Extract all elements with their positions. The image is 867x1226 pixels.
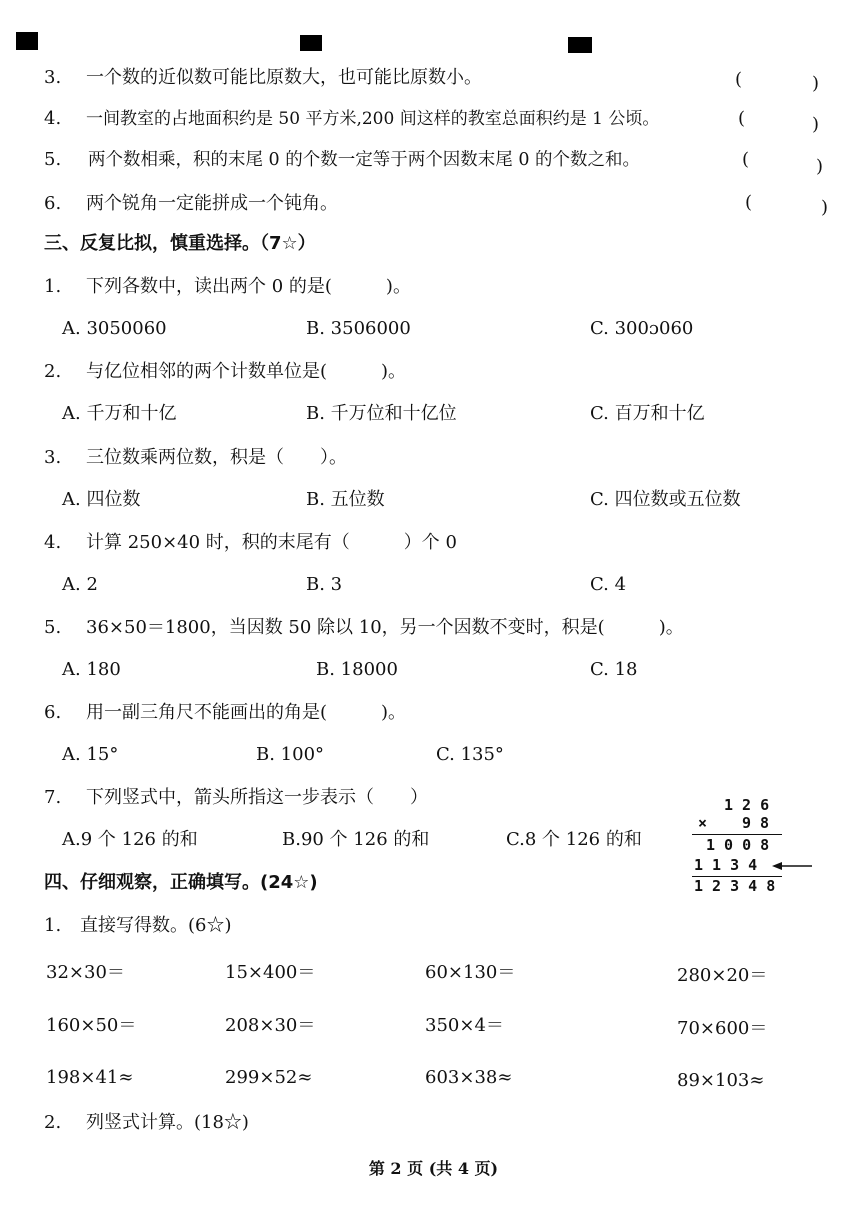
answer-paren-close: ) [816, 156, 824, 177]
question-number: 6. [44, 702, 62, 723]
question-text: 两个数相乘，积的末尾 0 的个数一定等于两个因数末尾 0 的个数之和。 [88, 150, 641, 170]
section-heading-fill: 四、仔细观察，正确填写。(24☆) [44, 872, 318, 893]
option-b: B. 千万位和十亿位 [306, 403, 457, 424]
question-number: 7. [44, 787, 62, 808]
question-number: 1. [44, 276, 62, 297]
section-heading-choice: 三、反复比拟，慎重选择。（7☆） [44, 233, 316, 254]
option-b: B. 3 [306, 574, 343, 595]
option-c: C. 18 [590, 659, 638, 680]
mental-math-item: 603×38≈ [425, 1067, 513, 1088]
option-a: A. 2 [62, 574, 98, 595]
question-number: 5. [44, 149, 62, 170]
option-c: C. 4 [590, 574, 627, 595]
question-number: 5. [44, 617, 62, 638]
answer-paren-close: ) [812, 73, 820, 94]
partial-product-2: 1 1 3 4 [694, 856, 758, 874]
question-number: 3. [44, 67, 62, 88]
mental-math-item: 89×103≈ [677, 1070, 765, 1091]
question-stem: 三位数乘两位数，积是（ ）。 [86, 447, 347, 468]
mental-math-item: 350×4＝ [425, 1015, 504, 1036]
question-text: 两个锐角一定能拼成一个钝角。 [86, 193, 338, 214]
option-b: B.90 个 126 的和 [282, 829, 430, 850]
page-footer: 第 2 页 (共 4 页) [368, 1159, 499, 1178]
option-a: A. 180 [62, 659, 121, 680]
answer-paren-open: ( [745, 192, 753, 213]
option-c: C. 四位数或五位数 [590, 489, 741, 510]
question-text: 一间教室的占地面积约是 50 平方米,200 间这样的教室总面积约是 1 公顷。 [86, 109, 660, 129]
mental-math-item: 32×30＝ [46, 962, 125, 983]
question-number: 2. [44, 361, 62, 382]
option-a: A.9 个 126 的和 [62, 829, 198, 850]
arrow-icon [772, 860, 812, 872]
option-b: B. 五位数 [306, 489, 385, 510]
question-stem: 下列各数中，读出两个 0 的是( )。 [86, 276, 411, 297]
mental-math-item: 15×400＝ [225, 962, 316, 983]
registration-mark-center [300, 35, 322, 51]
mental-math-item: 160×50＝ [46, 1015, 137, 1036]
option-b: B. 18000 [316, 659, 398, 680]
question-number: 3. [44, 447, 62, 468]
multiplicand: 1 2 6 [724, 796, 770, 814]
mental-math-item: 280×20＝ [677, 965, 768, 986]
option-a: A. 15° [62, 744, 119, 765]
question-stem: 下列竖式中，箭头所指这一步表示（ ） [86, 787, 428, 808]
registration-mark-right [568, 37, 592, 53]
option-b: B. 3506000 [306, 318, 411, 339]
option-a: A. 四位数 [62, 489, 141, 510]
question-number: 6. [44, 193, 62, 214]
multiplier: 9 8 [742, 814, 770, 832]
question-stem: 与亿位相邻的两个计数单位是( )。 [86, 361, 407, 382]
question-stem: 用一副三角尺不能画出的角是( )。 [86, 702, 407, 723]
partial-product-1: 1 0 0 8 [706, 836, 770, 854]
option-c: C. 百万和十亿 [590, 403, 705, 424]
final-product: 1 2 3 4 8 [694, 877, 776, 895]
answer-paren-open: ( [735, 69, 743, 90]
question-number: 2. [44, 1112, 62, 1133]
multiply-sign: × [698, 814, 708, 832]
registration-mark-left [16, 32, 38, 50]
answer-paren-open: ( [738, 108, 746, 129]
option-a: A. 千万和十亿 [62, 403, 177, 424]
question-text: 直接写得数。(6☆) [80, 915, 232, 936]
mental-math-item: 60×130＝ [425, 962, 516, 983]
option-c: C.8 个 126 的和 [506, 829, 642, 850]
question-number: 4. [44, 532, 62, 553]
mental-math-item: 208×30＝ [225, 1015, 316, 1036]
answer-paren-close: ) [812, 114, 820, 135]
mental-math-item: 299×52≈ [225, 1067, 313, 1088]
option-b: B. 100° [256, 744, 325, 765]
mental-math-item: 198×41≈ [46, 1067, 134, 1088]
question-text: 一个数的近似数可能比原数大，也可能比原数小。 [86, 67, 482, 88]
option-c: C. 135° [436, 744, 504, 765]
option-a: A. 3050060 [62, 318, 167, 339]
answer-paren-open: ( [742, 149, 750, 170]
question-number: 4. [44, 108, 62, 129]
rule-line-1 [692, 834, 782, 835]
question-text: 列竖式计算。(18☆) [86, 1112, 249, 1133]
vertical-multiplication [680, 796, 830, 896]
option-c: C. 300ɔ060 [590, 318, 694, 339]
question-stem: 36×50＝1800，当因数 50 除以 10，另一个因数不变时，积是( )。 [86, 617, 684, 638]
question-stem: 计算 250×40 时，积的末尾有（ ）个 0 [86, 532, 457, 553]
question-number: 1. [44, 915, 62, 936]
answer-paren-close: ) [821, 197, 829, 218]
mental-math-item: 70×600＝ [677, 1018, 768, 1039]
